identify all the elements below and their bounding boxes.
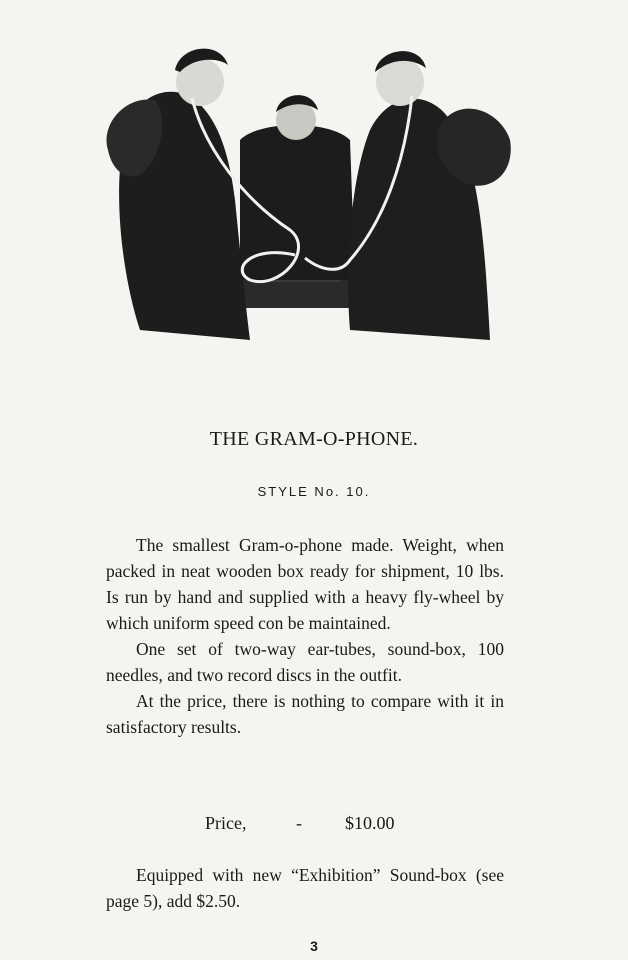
description-paragraph: One set of two-way ear-tubes, sound-box, 100 needles, and two record discs in the outfit. <box>106 639 504 685</box>
price-dash: - <box>296 813 302 833</box>
price-value: $10.00 <box>345 813 395 833</box>
gramophone-illustration <box>100 30 520 360</box>
equipped-note: Equipped with new “Exhibition” Sound-box (see page 5), add $2.50. <box>106 865 504 911</box>
page-title: THE GRAM-O-PHONE. <box>209 428 419 450</box>
page-number: 3 <box>310 938 318 954</box>
description-paragraph: The smallest Gram-o-phone made. Weight, when packed in neat wooden box ready for shipment, 10 lbs. Is run by hand and supplied with a heavy fly-wheel by which uniform speed con be maintained. <box>106 535 504 633</box>
price-label: Price, <box>205 813 247 833</box>
description <box>106 532 504 740</box>
description-paragraph: At the price, there is nothing to compare with it in satisfactory results. <box>106 691 504 737</box>
style-subtitle: STYLE No. 10. <box>257 484 371 499</box>
